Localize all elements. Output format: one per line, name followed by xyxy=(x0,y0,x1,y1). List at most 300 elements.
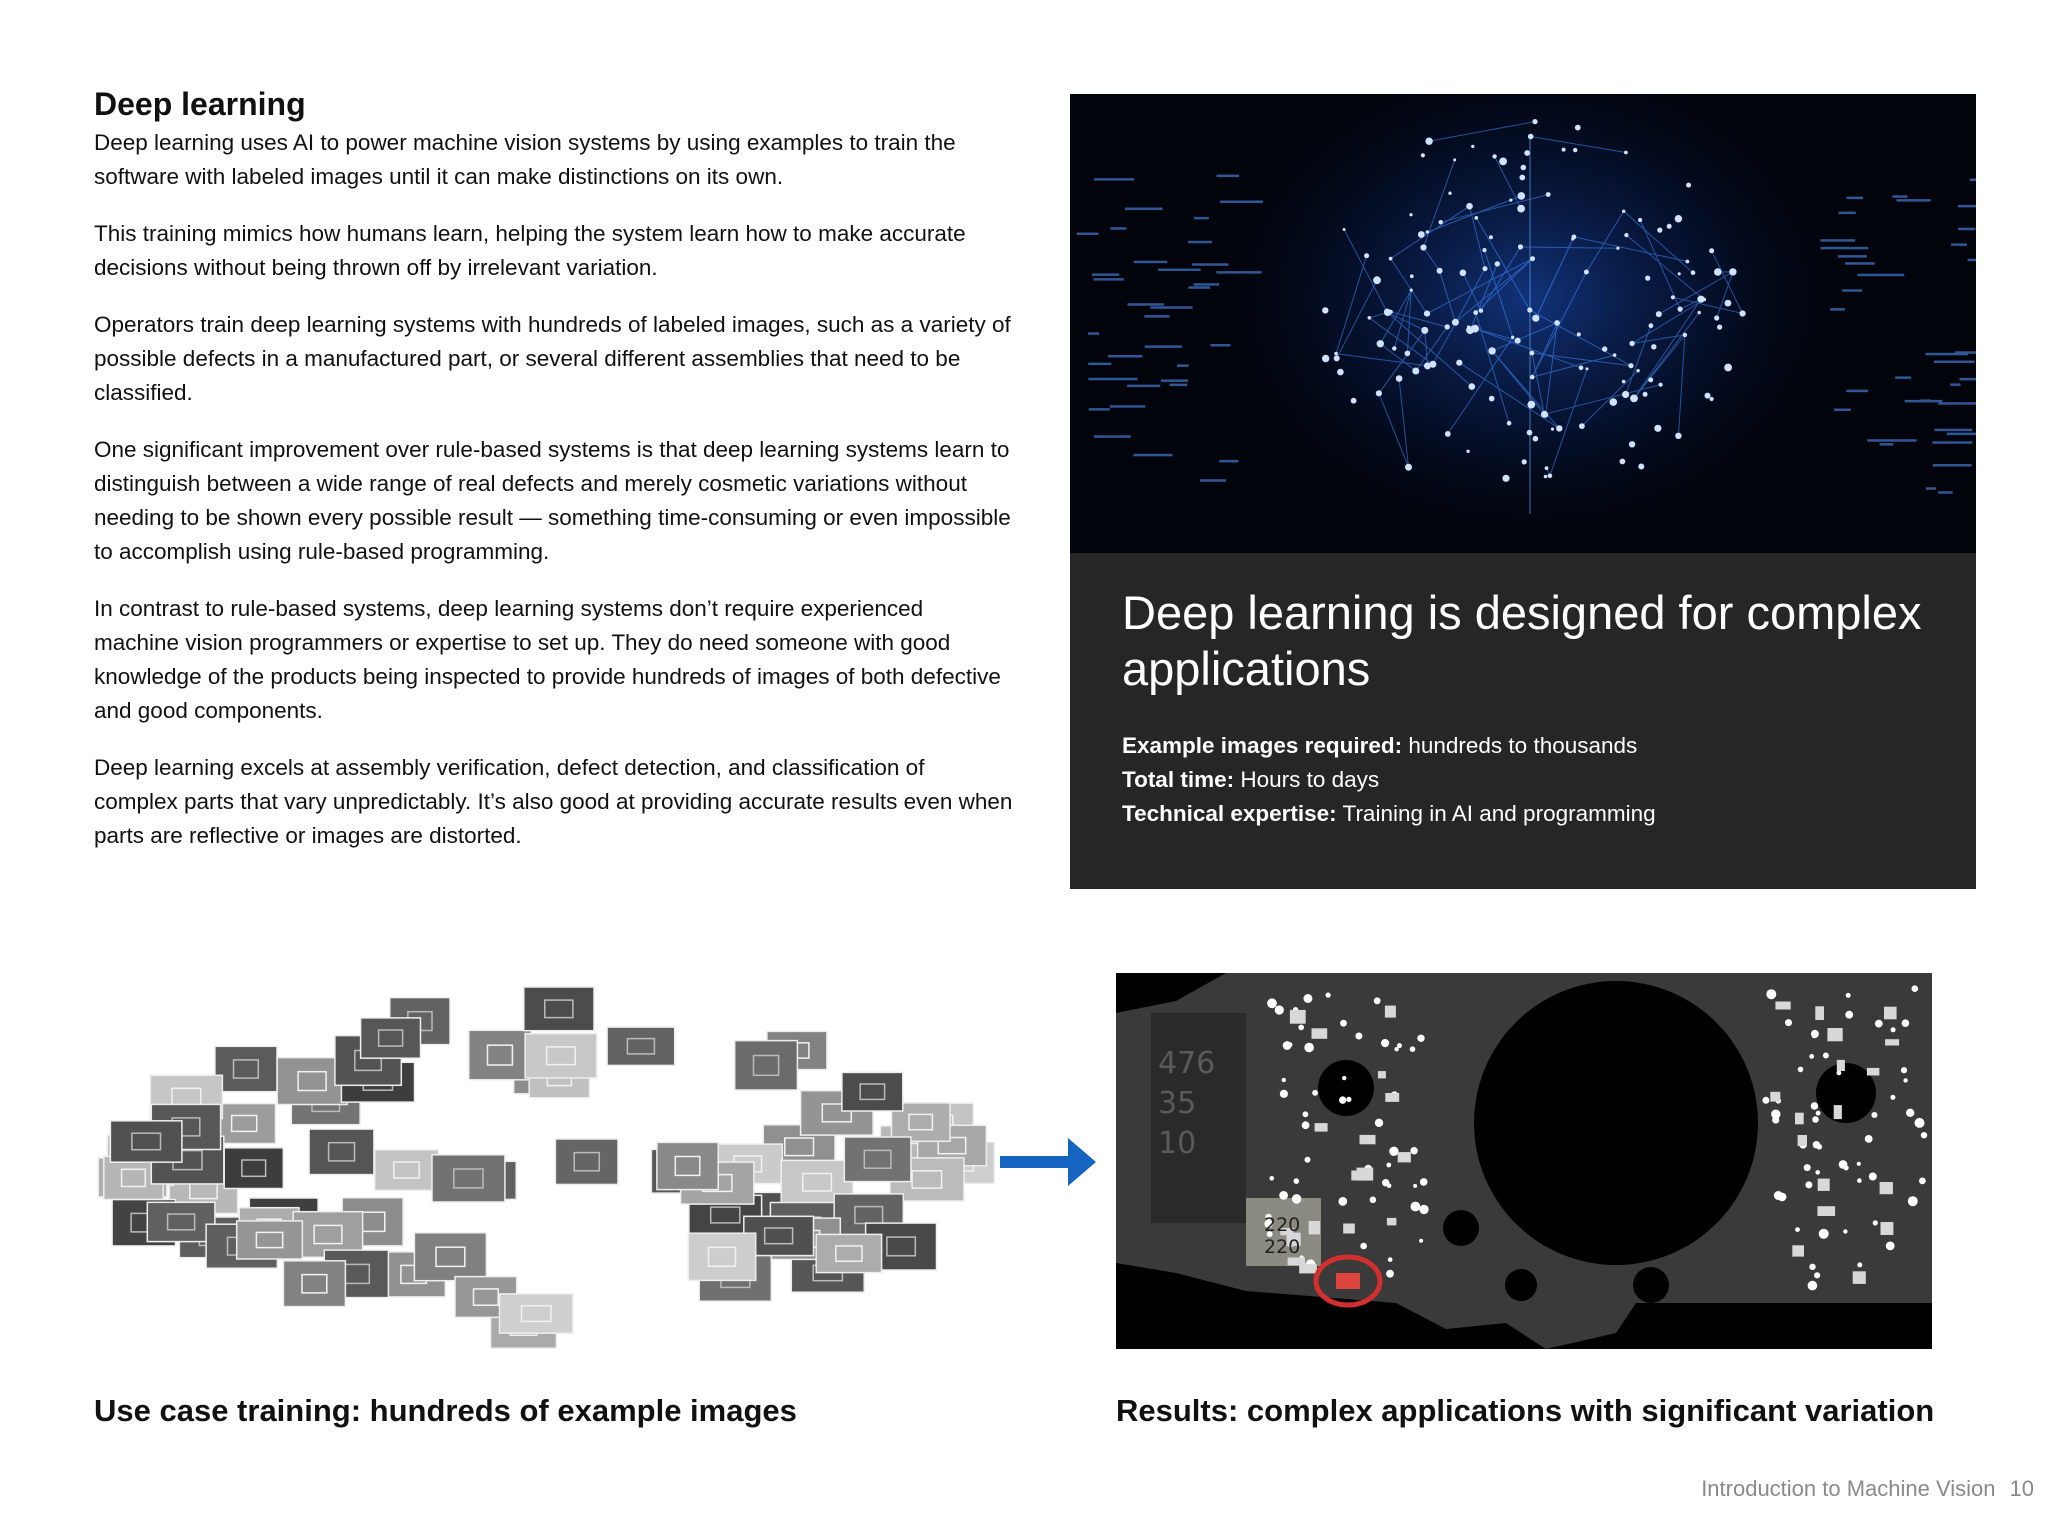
solder-pad xyxy=(1819,1229,1829,1239)
network-node xyxy=(1337,369,1344,376)
component-label: 220 xyxy=(1264,1214,1301,1236)
network-node xyxy=(1421,327,1428,334)
network-node xyxy=(1377,340,1384,347)
training-images-collage xyxy=(94,948,1004,1384)
solder-pad xyxy=(1906,1109,1914,1117)
network-node xyxy=(1448,192,1451,195)
network-node xyxy=(1409,213,1412,216)
solder-pad xyxy=(1339,1096,1346,1103)
training-thumbnail xyxy=(224,1148,283,1189)
solder-pad xyxy=(1370,1197,1377,1204)
network-node xyxy=(1473,310,1478,315)
network-node xyxy=(1691,270,1696,275)
data-stream xyxy=(1958,205,1976,208)
network-node xyxy=(1410,274,1414,278)
network-node xyxy=(1509,199,1512,202)
data-stream xyxy=(1161,379,1188,382)
network-node xyxy=(1424,311,1430,317)
solder-pad xyxy=(1420,1178,1428,1186)
data-stream xyxy=(1134,454,1173,457)
smd-component xyxy=(1378,1071,1386,1078)
network-node xyxy=(1545,466,1549,470)
network-node xyxy=(1622,210,1625,213)
solder-pad xyxy=(1280,1090,1288,1098)
training-thumbnail xyxy=(842,1072,903,1111)
smd-component xyxy=(1315,1123,1328,1132)
component-label: 10 xyxy=(1158,1126,1197,1161)
data-stream xyxy=(1867,439,1916,442)
data-stream xyxy=(1955,351,1976,354)
fact-value: Training in AI and programming xyxy=(1336,801,1656,826)
solder-pad xyxy=(1375,1119,1383,1127)
training-thumbnail xyxy=(500,1294,573,1333)
smd-component xyxy=(1867,1068,1880,1076)
solder-pad xyxy=(1843,1229,1847,1233)
network-node xyxy=(1527,307,1532,312)
solder-pad xyxy=(1389,1147,1398,1156)
data-stream xyxy=(1170,384,1188,387)
solder-pad xyxy=(1785,1019,1792,1026)
network-node xyxy=(1548,474,1553,479)
network-node xyxy=(1421,153,1425,157)
network-node xyxy=(1424,362,1431,369)
smd-component xyxy=(1834,1105,1842,1119)
solder-pad xyxy=(1410,1046,1416,1052)
network-node xyxy=(1530,256,1535,261)
solder-pad xyxy=(1338,1197,1347,1206)
network-node xyxy=(1511,336,1514,339)
network-node xyxy=(1466,203,1473,210)
network-node xyxy=(1528,134,1534,140)
solder-pad xyxy=(1875,1020,1883,1028)
data-stream xyxy=(1970,179,1976,182)
network-node xyxy=(1384,309,1390,315)
solder-pad xyxy=(1857,1162,1861,1166)
data-stream xyxy=(1895,376,1911,379)
solder-pad xyxy=(1386,1270,1394,1278)
network-node xyxy=(1657,228,1662,233)
training-thumbnail xyxy=(110,1121,181,1162)
solder-pad xyxy=(1326,993,1331,998)
smd-component xyxy=(1288,1258,1305,1266)
network-node xyxy=(1628,363,1633,368)
network-node xyxy=(1698,311,1701,314)
info-panel xyxy=(1070,553,1976,889)
data-stream xyxy=(1950,383,1960,386)
solder-pad xyxy=(1845,1011,1853,1019)
network-node xyxy=(1405,351,1411,357)
network-node xyxy=(1420,244,1426,250)
data-stream xyxy=(1920,399,1931,402)
data-stream xyxy=(1958,228,1975,231)
smd-component xyxy=(1385,1093,1399,1102)
solder-pad xyxy=(1275,1005,1284,1014)
solder-pad xyxy=(1374,997,1381,1004)
data-stream xyxy=(1845,262,1875,265)
solder-pad xyxy=(1915,1118,1925,1128)
network-node xyxy=(1351,398,1357,404)
data-stream xyxy=(1200,479,1226,482)
network-node xyxy=(1678,272,1681,275)
data-stream xyxy=(1094,435,1131,438)
solder-pad xyxy=(1762,1097,1769,1104)
network-node xyxy=(1579,423,1585,429)
network-node xyxy=(1396,375,1403,382)
network-node xyxy=(1471,325,1479,333)
network-node xyxy=(1460,270,1467,277)
network-node xyxy=(1364,253,1369,258)
fact-row xyxy=(1122,763,1656,797)
network-node xyxy=(1562,148,1566,152)
smd-component xyxy=(1815,1006,1824,1020)
data-stream xyxy=(1194,217,1209,220)
network-node xyxy=(1527,430,1533,436)
solder-pad xyxy=(1902,1019,1910,1027)
network-node xyxy=(1638,218,1642,222)
solder-pad xyxy=(1805,1181,1812,1188)
network-node xyxy=(1418,231,1425,238)
network-node xyxy=(1546,192,1551,197)
smd-component xyxy=(1360,1135,1376,1144)
data-stream xyxy=(1839,212,1856,215)
solder-pad xyxy=(1766,989,1776,999)
network-node xyxy=(1649,323,1654,328)
network-node xyxy=(1702,298,1706,302)
solder-pad xyxy=(1282,1078,1286,1082)
arrow-right-icon xyxy=(1000,1134,1096,1190)
network-node xyxy=(1439,220,1443,224)
network-node xyxy=(1517,205,1525,213)
solder-pad xyxy=(1798,1067,1804,1073)
data-stream xyxy=(1834,409,1850,412)
data-stream xyxy=(1134,261,1168,264)
network-node xyxy=(1629,441,1635,447)
solder-pad xyxy=(1772,1116,1779,1123)
training-thumbnail xyxy=(147,1202,215,1241)
solder-pad xyxy=(1901,1067,1907,1073)
section-heading: Deep learning xyxy=(94,86,306,122)
training-thumbnail xyxy=(844,1137,911,1182)
solder-pad xyxy=(1837,1071,1842,1076)
network-node xyxy=(1620,459,1626,465)
solder-pad xyxy=(1873,1220,1878,1225)
solder-pad xyxy=(1267,998,1277,1008)
solder-pad xyxy=(1844,1165,1849,1170)
data-stream xyxy=(1088,332,1099,335)
training-thumbnail xyxy=(375,1150,439,1190)
network-node xyxy=(1412,368,1419,375)
network-node xyxy=(1483,266,1488,271)
network-node xyxy=(1622,391,1629,398)
solder-pad xyxy=(1812,1116,1819,1123)
data-stream xyxy=(1128,303,1164,306)
network-node xyxy=(1740,310,1746,316)
solder-pad xyxy=(1816,1111,1821,1116)
body-text xyxy=(94,126,1014,876)
network-node xyxy=(1489,235,1493,239)
component-label: 476 xyxy=(1158,1046,1216,1081)
data-stream xyxy=(1926,487,1936,490)
network-node xyxy=(1544,475,1548,479)
solder-pad xyxy=(1410,1147,1417,1154)
network-node xyxy=(1479,309,1483,313)
network-node xyxy=(1322,355,1329,362)
data-stream xyxy=(1830,308,1845,311)
training-thumbnail xyxy=(309,1129,374,1175)
data-stream xyxy=(1077,233,1099,236)
data-stream xyxy=(1842,289,1862,292)
data-stream xyxy=(1110,227,1126,230)
training-thumbnail xyxy=(688,1233,755,1280)
network-node xyxy=(1502,475,1509,482)
data-stream xyxy=(1947,433,1976,436)
solder-pad xyxy=(1312,1090,1318,1096)
fact-row xyxy=(1122,797,1656,831)
solder-pad xyxy=(1355,1033,1362,1040)
training-thumbnail xyxy=(524,987,594,1031)
network-node xyxy=(1392,346,1396,350)
data-stream xyxy=(1094,278,1124,281)
training-thumbnail xyxy=(283,1261,345,1307)
network-node xyxy=(1488,347,1495,354)
smd-component xyxy=(1290,1010,1306,1024)
solder-pad xyxy=(1419,1205,1428,1214)
data-stream xyxy=(1897,199,1931,202)
network-node xyxy=(1714,315,1719,320)
ai-brain-image xyxy=(1070,94,1976,553)
solder-pad xyxy=(1871,1112,1877,1118)
training-thumbnail xyxy=(525,1034,597,1078)
network-node xyxy=(1368,316,1372,320)
solder-pad xyxy=(1342,1076,1346,1080)
solder-pad xyxy=(1270,1176,1275,1181)
data-stream xyxy=(1935,429,1973,432)
network-node xyxy=(1456,360,1462,366)
solder-pad xyxy=(1857,1178,1862,1183)
network-node xyxy=(1405,464,1412,471)
network-node xyxy=(1410,289,1413,292)
smd-component xyxy=(1818,1179,1830,1191)
solder-pad xyxy=(1302,1121,1310,1129)
fact-value: Hours to days xyxy=(1234,767,1380,792)
network-node xyxy=(1683,333,1687,337)
data-stream xyxy=(1938,402,1976,405)
facts-list xyxy=(1122,729,1656,831)
solder-pad xyxy=(1304,1043,1314,1053)
smd-component xyxy=(1798,1135,1807,1146)
solder-pad xyxy=(1912,985,1919,992)
data-stream xyxy=(1211,344,1231,347)
data-stream xyxy=(1934,361,1975,364)
network-node xyxy=(1499,158,1507,166)
data-stream xyxy=(1938,491,1953,494)
data-stream xyxy=(1847,197,1864,200)
solder-pad xyxy=(1919,1178,1926,1185)
solder-pad xyxy=(1386,1163,1391,1168)
solder-pad xyxy=(1346,1097,1351,1102)
page-footer xyxy=(1687,1476,2034,1502)
data-stream xyxy=(1960,378,1977,381)
network-node xyxy=(1602,346,1607,351)
network-node xyxy=(1376,390,1382,396)
smd-component xyxy=(1385,1006,1396,1018)
network-node xyxy=(1532,119,1537,124)
network-node xyxy=(1521,165,1527,171)
network-node xyxy=(1572,235,1577,240)
network-node xyxy=(1373,276,1381,284)
training-thumbnail xyxy=(237,1221,303,1259)
network-node xyxy=(1636,369,1639,372)
training-thumbnail xyxy=(735,1041,798,1090)
fact-row xyxy=(1122,729,1656,763)
data-stream xyxy=(1968,259,1977,262)
solder-pad xyxy=(1921,1132,1927,1138)
data-stream xyxy=(1933,441,1973,444)
network-node xyxy=(1492,154,1496,158)
network-node xyxy=(1573,148,1577,152)
network-node xyxy=(1518,192,1526,200)
data-stream xyxy=(1933,464,1972,467)
network-node xyxy=(1426,230,1429,233)
data-stream xyxy=(1092,273,1119,276)
thumbnail-cloud xyxy=(94,948,1004,1384)
data-stream xyxy=(1094,178,1134,181)
solder-pad xyxy=(1795,1227,1800,1232)
solder-pad xyxy=(1388,1257,1393,1262)
solder-pad xyxy=(1360,1243,1367,1250)
data-stream xyxy=(1194,283,1220,286)
solder-pad xyxy=(1294,1178,1300,1184)
network-node xyxy=(1579,366,1584,371)
smd-component xyxy=(1351,1171,1360,1181)
solder-pad xyxy=(1811,1102,1818,1109)
network-node xyxy=(1554,320,1560,326)
network-node xyxy=(1445,324,1450,329)
data-stream xyxy=(1880,443,1894,446)
network-node xyxy=(1437,268,1443,274)
solder-pad xyxy=(1817,1144,1823,1150)
data-stream xyxy=(1144,315,1169,318)
solder-pad xyxy=(1411,1202,1421,1212)
network-node xyxy=(1334,352,1338,356)
paragraph: In contrast to rule-based systems, deep learning systems don’t require experienced machine vision programmers or expertise to set up. They do need someone with good knowledge of the products being inspected to provide hundreds of images of both defective and good components. xyxy=(94,596,1001,723)
smd-component xyxy=(1817,1206,1835,1216)
paragraph: Deep learning excels at assembly verification, defect detection, and classification of complex parts that vary unpredictably. It’s also good at providing accurate results even when parts are reflective or images are distorted. xyxy=(94,755,1013,848)
solder-pad xyxy=(1809,1054,1814,1059)
smd-component xyxy=(1299,1264,1317,1273)
data-stream xyxy=(1857,274,1904,277)
solder-pad xyxy=(1886,1242,1895,1251)
network-node xyxy=(1515,338,1521,344)
network-node xyxy=(1675,215,1682,222)
smd-component xyxy=(1795,1113,1804,1125)
network-node xyxy=(1717,325,1722,330)
network-node xyxy=(1643,392,1648,397)
solder-pad xyxy=(1287,1042,1292,1047)
solder-pad xyxy=(1903,1078,1907,1082)
fact-label: Example images required: xyxy=(1122,733,1403,758)
network-node xyxy=(1710,397,1714,401)
network-node xyxy=(1656,311,1662,317)
network-node xyxy=(1466,450,1469,453)
training-thumbnail xyxy=(555,1139,618,1184)
data-stream xyxy=(1217,175,1240,178)
network-node xyxy=(1474,216,1478,220)
solder-pad xyxy=(1340,1020,1347,1027)
training-thumbnail xyxy=(607,1027,675,1065)
network-node xyxy=(1725,300,1732,307)
training-thumbnail xyxy=(469,1030,531,1080)
smd-component xyxy=(1770,1092,1780,1102)
smd-component xyxy=(1837,1060,1845,1071)
solder-pad xyxy=(1812,1034,1817,1039)
network-node xyxy=(1645,276,1650,281)
network-node xyxy=(1577,332,1581,336)
network-node xyxy=(1524,150,1530,156)
solder-pad xyxy=(1417,1035,1424,1042)
solder-pad xyxy=(1814,1272,1820,1278)
circuit-board-image xyxy=(1116,973,1932,1349)
solder-pad xyxy=(1809,1264,1815,1270)
training-thumbnail xyxy=(361,1018,421,1058)
network-node xyxy=(1648,377,1653,382)
network-node xyxy=(1709,248,1714,253)
network-node xyxy=(1729,268,1736,275)
network-node xyxy=(1551,428,1554,431)
network-node xyxy=(1530,351,1535,356)
network-node xyxy=(1624,233,1628,237)
smd-component xyxy=(1885,1039,1899,1045)
training-thumbnail xyxy=(432,1155,505,1202)
smd-component xyxy=(1775,1002,1790,1010)
data-stream xyxy=(1089,408,1110,411)
data-stream xyxy=(1846,390,1868,393)
smd-component xyxy=(1853,1271,1866,1284)
solder-pad xyxy=(1279,1191,1288,1200)
data-stream xyxy=(1892,195,1907,198)
network-node xyxy=(1616,247,1619,250)
data-stream xyxy=(1951,243,1967,246)
defect-component xyxy=(1336,1273,1360,1289)
network-node xyxy=(1638,464,1644,470)
network-node xyxy=(1629,341,1634,346)
smd-component xyxy=(1792,1245,1804,1256)
solder-pad xyxy=(1846,993,1851,998)
data-stream xyxy=(1820,239,1855,242)
solder-pad xyxy=(1815,1170,1820,1175)
solder-pad xyxy=(1303,994,1312,1003)
network-node xyxy=(1630,395,1638,403)
network-node xyxy=(1343,228,1346,231)
network-node xyxy=(1532,315,1539,322)
network-node xyxy=(1686,260,1690,264)
data-stream xyxy=(1220,201,1263,204)
network-node xyxy=(1654,425,1661,432)
network-node xyxy=(1453,158,1456,161)
paragraph: Deep learning uses AI to power machine vision systems by using examples to train the software with labeled images until it can make distinctions on its own. xyxy=(94,130,956,189)
network-node xyxy=(1389,257,1393,261)
data-stream xyxy=(1188,241,1212,244)
network-node xyxy=(1543,413,1548,418)
training-thumbnail xyxy=(215,1046,277,1091)
smd-component xyxy=(1827,1028,1842,1041)
data-stream xyxy=(1216,271,1261,274)
footer-title: Introduction to Machine Vision xyxy=(1701,1476,1996,1501)
fact-label: Total time: xyxy=(1122,767,1235,792)
solder-pad xyxy=(1298,1025,1304,1031)
solder-pad xyxy=(1804,1164,1811,1171)
data-stream xyxy=(1838,255,1867,258)
